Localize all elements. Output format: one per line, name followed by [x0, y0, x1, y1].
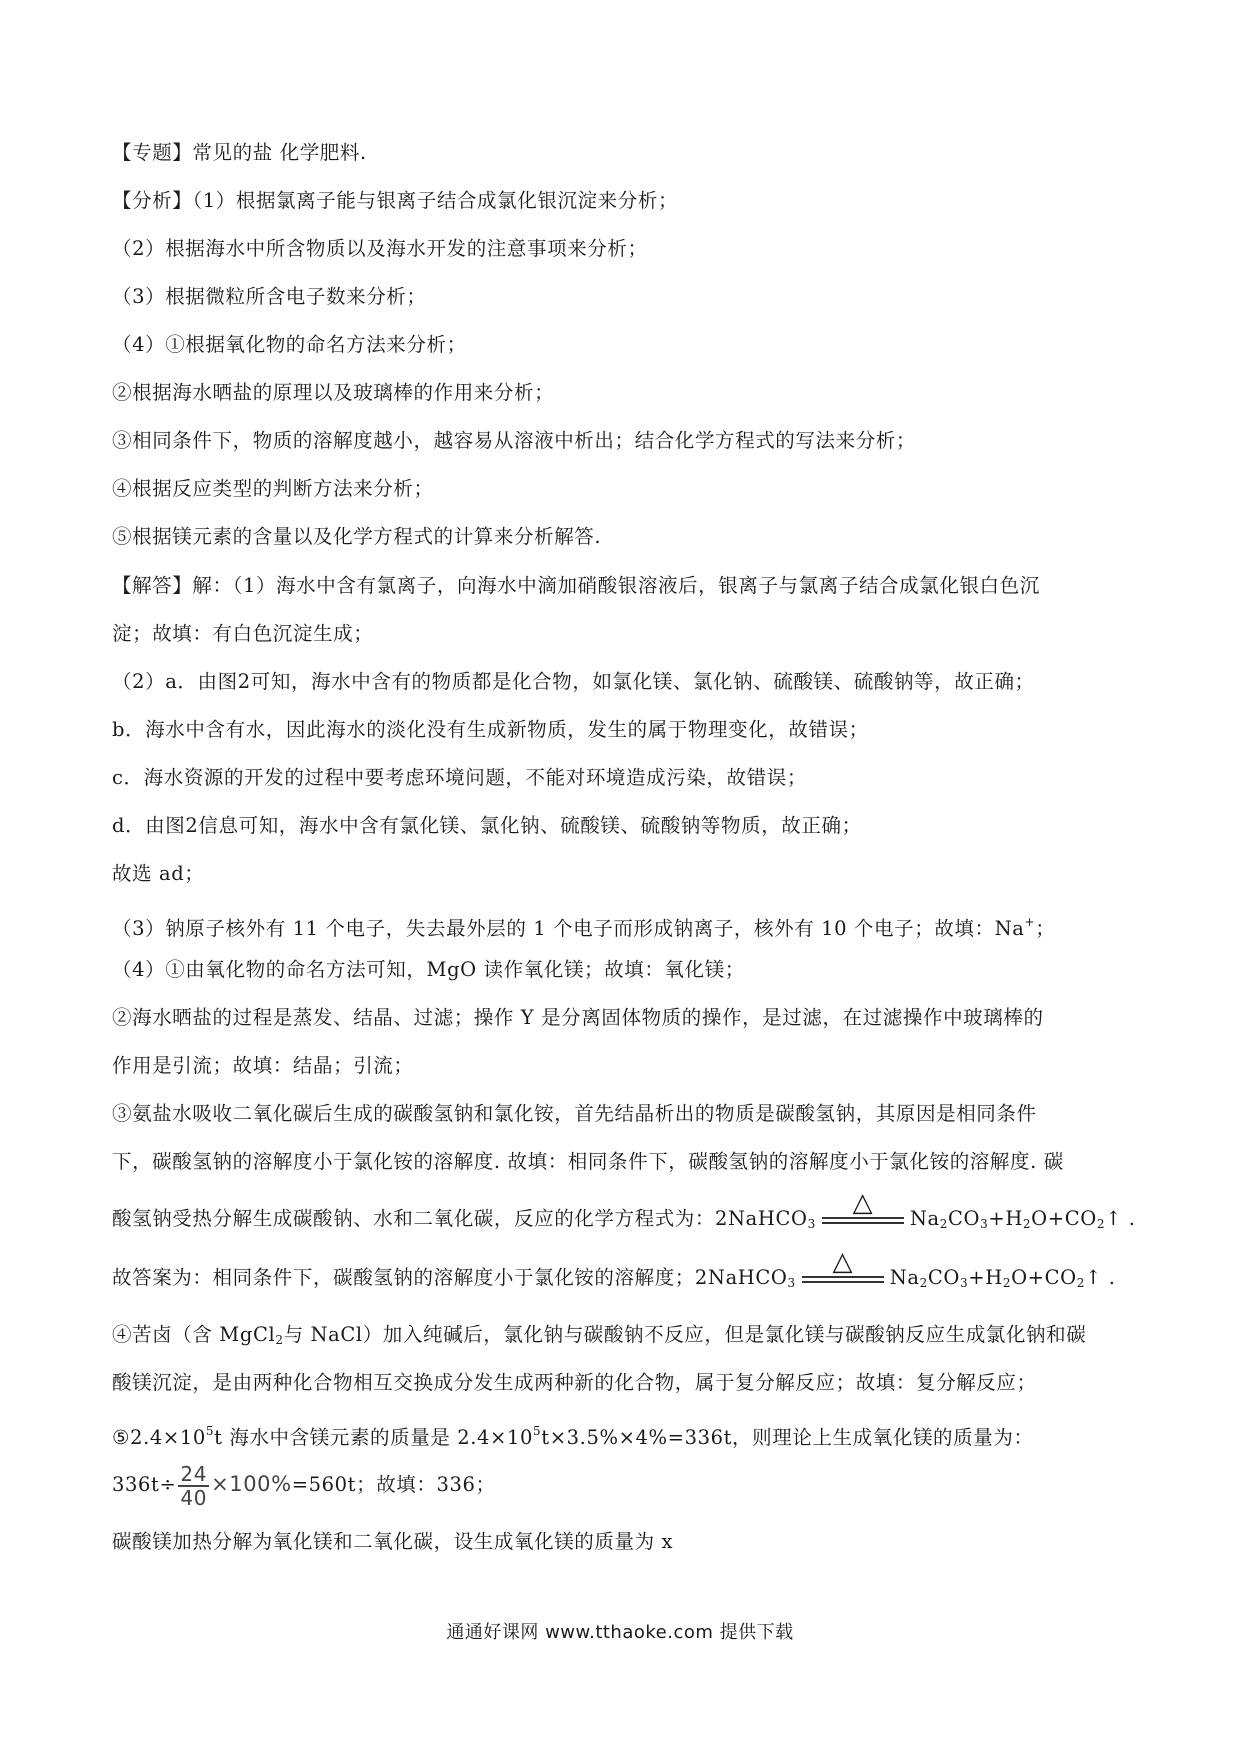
equals-bar	[822, 1217, 904, 1219]
analysis-line-8: ⑤根据镁元素的含量以及化学方程式的计算来分析解答.	[112, 525, 602, 548]
eq-product: O+CO	[1011, 1266, 1077, 1289]
answer-line-10: ②海水晒盐的过程是蒸发、结晶、过滤；操作 Y 是分离固体物质的操作，是过滤，在过滤操作中玻璃棒的	[112, 1006, 1044, 1029]
analysis-line-3: （3）根据微粒所含电子数来分析；	[112, 285, 427, 308]
answer-line-8	[112, 908, 1055, 943]
eq-reactant: 2NaHCO	[715, 1207, 808, 1230]
answer-line-18	[112, 1417, 1034, 1452]
eq-subscript: 2	[1076, 1276, 1085, 1290]
exponent: 5	[205, 1424, 215, 1438]
analysis-line-4: （4）①根据氧化物的命名方法来分析；	[112, 333, 467, 356]
answer-line-7: 故选 ad；	[112, 862, 205, 885]
analysis-line-2: （2）根据海水中所含物质以及海水开发的注意事项来分析；	[112, 237, 648, 260]
eq-product: +H	[988, 1207, 1023, 1230]
answer-line-12: ③氨盐水吸收二氧化碳后生成的碳酸氢钠和氯化铵，首先结晶析出的物质是碳酸氢钠，其原因是相同条件	[112, 1102, 1037, 1125]
eq-subscript: 2	[919, 1276, 928, 1290]
answer-line-15-text: 故答案为：相同条件下，碳酸氢钠的溶解度小于氯化铵的溶解度；	[112, 1266, 695, 1289]
answer-line-18-e: t×3.5%×4%=336t，则理论上生成氧化镁的质量为：	[541, 1426, 1034, 1449]
equals-bar	[802, 1276, 884, 1278]
topic-line: 【专题】常见的盐 化学肥料.	[112, 141, 367, 164]
answer-line-18-c: t 海水中含镁元素的质量是 2.4×10	[214, 1426, 534, 1449]
answer-line-8-text: （3）钠原子核外有 11 个电子，失去最外层的 1 个电子而形成钠离子，核外有 10 个电子；故填：Na	[112, 917, 1025, 940]
fraction	[178, 1463, 209, 1509]
answer-line-6: d．由图2信息可知，海水中含有氯化镁、氯化钠、硫酸镁、硫酸钠等物质，故正确；	[112, 814, 862, 837]
answer-line-16-c: 与 NaCl）加入纯碱后，氯化钠与碳酸钠不反应，但是氯化镁与碳酸钠反应生成氯化钠和碳	[283, 1323, 1087, 1346]
eq-product: CO	[948, 1207, 981, 1230]
answer-line-5: c．海水资源的开发的过程中要考虑环境问题，不能对环境造成污染，故错误；	[112, 766, 807, 789]
analysis-line-1: 【分析】（1）根据氯离子能与银离子结合成氯化银沉淀来分析；	[112, 189, 679, 212]
answer-line-14-text: 酸氢钠受热分解生成碳酸钠、水和二氧化碳，反应的化学方程式为：	[112, 1207, 716, 1230]
eq-subscript: 3	[980, 1217, 989, 1231]
eq-reactant: 2NaHCO	[694, 1266, 788, 1289]
answer-line-17: 酸镁沉淀，是由两种化合物相互交换成分发生成两种新的化合物，属于复分解反应；故填：复分解反应；	[112, 1371, 1037, 1394]
answer-line-2: 淀；故填：有白色沉淀生成；	[112, 622, 374, 645]
reaction-arrow	[818, 1187, 908, 1234]
page-footer: 通通好课网 www.tthaoke.com 提供下载	[446, 1622, 794, 1643]
eq-subscript: 2	[1002, 1276, 1012, 1290]
analysis-line-7: ④根据反应类型的判断方法来分析；	[112, 477, 434, 500]
answer-line-3: （2）a．由图2可知，海水中含有的物质都是化合物，如氯化镁、氯化钠、硫酸镁、硫酸钠等，故正确；	[112, 670, 1035, 693]
heat-triangle-icon: △	[832, 1246, 854, 1277]
equation-1	[715, 1187, 1136, 1231]
answer-line-18-a: ⑤2.4×10	[112, 1426, 206, 1449]
equation-2	[694, 1246, 1116, 1290]
answer-line-9: （4）①由氧化物的命名方法可知，MgO 读作氧化镁；故填：氧化镁；	[112, 958, 745, 981]
answer-line-11: 作用是引流；故填：结晶；引流；	[112, 1054, 414, 1077]
equals-bar	[822, 1222, 904, 1224]
equals-bar	[802, 1281, 884, 1283]
fraction-denominator: 40	[180, 1485, 208, 1510]
eq-product: +H	[968, 1266, 1003, 1289]
answer-line-14	[112, 1187, 1136, 1238]
eq-subscript: 2	[939, 1217, 949, 1231]
gas-arrow: ↑ .	[1084, 1266, 1116, 1289]
eq-subscript: 2	[1096, 1217, 1106, 1231]
sodium-ion-charge: +	[1024, 915, 1036, 929]
eq-subscript: 2	[275, 1333, 284, 1347]
answer-line-19-a: 336t÷	[112, 1473, 177, 1496]
eq-subscript: 3	[787, 1276, 796, 1290]
answer-line-16	[112, 1321, 1086, 1354]
answer-line-8-end: ；	[1035, 917, 1056, 940]
reaction-arrow	[798, 1246, 888, 1293]
gas-arrow: ↑ .	[1105, 1207, 1136, 1230]
answer-line-4: b．海水中含有水，因此海水的淡化没有生成新物质，发生的属于物理变化，故错误；	[112, 718, 869, 741]
eq-product: CO	[927, 1266, 961, 1289]
answer-line-13: 下，碳酸氢钠的溶解度小于氯化铵的溶解度. 故填：相同条件下，碳酸氢钠的溶解度小于氯化铵的溶解度. 碳	[112, 1150, 1064, 1173]
eq-subscript: 3	[807, 1217, 816, 1231]
eq-subscript: 3	[960, 1276, 969, 1290]
analysis-line-6: ③相同条件下，物质的溶解度越小，越容易从溶液中析出；结合化学方程式的写法来分析；	[112, 429, 917, 452]
eq-product: Na	[889, 1266, 920, 1289]
analysis-line-5: ②根据海水晒盐的原理以及玻璃棒的作用来分析；	[112, 381, 555, 404]
exponent: 5	[533, 1424, 542, 1438]
eq-subscript: 2	[1022, 1217, 1032, 1231]
answer-line-16-a: ④苦卤（含 MgCl	[112, 1323, 276, 1346]
percent-factor: ×100%	[211, 1472, 292, 1496]
eq-product: Na	[909, 1207, 940, 1230]
fraction-numerator: 24	[180, 1461, 208, 1486]
answer-line-19	[112, 1456, 496, 1513]
answer-line-1: 【解答】解：（1）海水中含有氯离子，向海水中滴加硝酸银溶液后，银离子与氯离子结合成氯化银白色沉	[112, 574, 1040, 597]
heat-triangle-icon: △	[852, 1187, 874, 1218]
answer-line-15	[112, 1246, 1116, 1297]
answer-line-20: 碳酸镁加热分解为氧化镁和二氧化碳，设生成氧化镁的质量为 x	[112, 1530, 674, 1553]
answer-line-19-b: =560t；故填：336；	[291, 1473, 496, 1496]
eq-product: O+CO	[1031, 1207, 1097, 1230]
